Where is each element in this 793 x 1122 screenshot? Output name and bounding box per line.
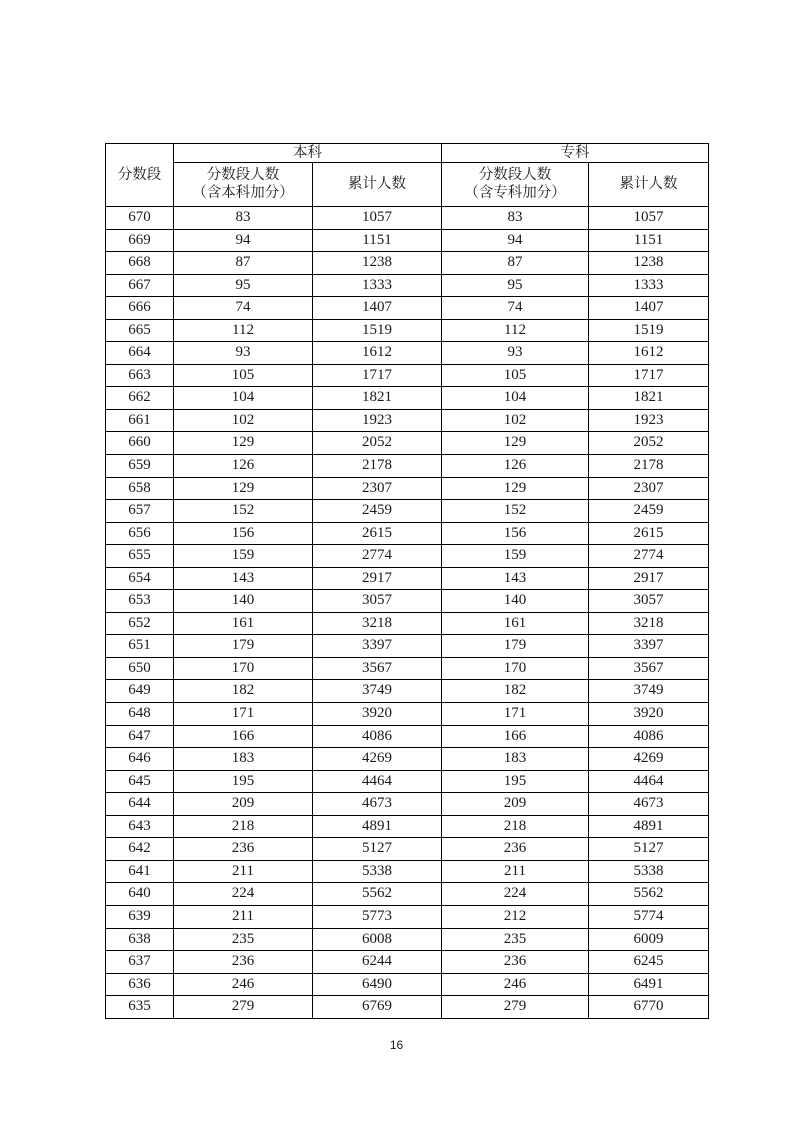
- table-row: [106, 409, 709, 432]
- cell-undergraduate-band-count: 211: [174, 860, 313, 883]
- cell-undergraduate-cumulative: 6769: [313, 996, 442, 1019]
- table-row: [106, 770, 709, 793]
- cell-score-band: 645: [106, 770, 174, 793]
- cell-undergraduate-band-count: 102: [174, 409, 313, 432]
- table-row: [106, 905, 709, 928]
- junior-band-label-line2: （含专科加分）: [464, 184, 566, 201]
- cell-undergraduate-cumulative: 1407: [313, 297, 442, 320]
- junior-band-label-line1: 分数段人数: [478, 167, 552, 184]
- table-row: [106, 996, 709, 1019]
- cell-undergraduate-band-count: 152: [174, 500, 313, 523]
- cell-score-band: 668: [106, 252, 174, 275]
- cell-undergraduate-band-count: 179: [174, 635, 313, 658]
- cell-undergraduate-cumulative: 4086: [313, 725, 442, 748]
- cell-score-band: 650: [106, 657, 174, 680]
- table-row: [106, 432, 709, 455]
- score-distribution-table: [105, 143, 709, 1019]
- cell-junior-cumulative: 4086: [589, 725, 709, 748]
- cell-undergraduate-band-count: 235: [174, 928, 313, 951]
- cell-junior-cumulative: 2615: [589, 522, 709, 545]
- table-row: [106, 252, 709, 275]
- cell-undergraduate-cumulative: 3397: [313, 635, 442, 658]
- cell-undergraduate-cumulative: 4673: [313, 793, 442, 816]
- cell-undergraduate-band-count: 224: [174, 883, 313, 906]
- cell-score-band: 658: [106, 477, 174, 500]
- cell-score-band: 637: [106, 951, 174, 974]
- cell-undergraduate-band-count: 195: [174, 770, 313, 793]
- cell-score-band: 651: [106, 635, 174, 658]
- cell-junior-band-count: 93: [442, 342, 589, 365]
- cell-undergraduate-band-count: 129: [174, 432, 313, 455]
- cell-undergraduate-cumulative: 1151: [313, 229, 442, 252]
- table-row: [106, 838, 709, 861]
- cell-undergraduate-band-count: 105: [174, 364, 313, 387]
- cell-junior-cumulative: 6770: [589, 996, 709, 1019]
- cell-undergraduate-cumulative: 1821: [313, 387, 442, 410]
- cell-score-band: 663: [106, 364, 174, 387]
- cell-junior-cumulative: 4464: [589, 770, 709, 793]
- table-row: [106, 297, 709, 320]
- cell-junior-band-count: 74: [442, 297, 589, 320]
- cell-undergraduate-cumulative: 1519: [313, 319, 442, 342]
- cell-undergraduate-band-count: 236: [174, 838, 313, 861]
- cell-junior-band-count: 129: [442, 432, 589, 455]
- cell-junior-cumulative: 1057: [589, 207, 709, 230]
- cell-junior-band-count: 166: [442, 725, 589, 748]
- cell-junior-cumulative: 5774: [589, 905, 709, 928]
- cell-junior-band-count: 104: [442, 387, 589, 410]
- cell-undergraduate-band-count: 166: [174, 725, 313, 748]
- cell-undergraduate-band-count: 161: [174, 612, 313, 635]
- cell-junior-band-count: 170: [442, 657, 589, 680]
- cell-junior-cumulative: 4891: [589, 815, 709, 838]
- cell-undergraduate-band-count: 140: [174, 590, 313, 613]
- cell-score-band: 642: [106, 838, 174, 861]
- table-row: [106, 455, 709, 478]
- cell-undergraduate-cumulative: 3749: [313, 680, 442, 703]
- cell-junior-cumulative: 5338: [589, 860, 709, 883]
- cell-score-band: 641: [106, 860, 174, 883]
- cell-undergraduate-cumulative: 2459: [313, 500, 442, 523]
- cell-junior-cumulative: 1333: [589, 274, 709, 297]
- cell-undergraduate-cumulative: 1717: [313, 364, 442, 387]
- table-row: [106, 973, 709, 996]
- cell-junior-cumulative: 3920: [589, 703, 709, 726]
- table-row: [106, 567, 709, 590]
- cell-junior-cumulative: 1151: [589, 229, 709, 252]
- cell-score-band: 638: [106, 928, 174, 951]
- cell-junior-band-count: 143: [442, 567, 589, 590]
- cell-undergraduate-cumulative: 1923: [313, 409, 442, 432]
- table-row: [106, 500, 709, 523]
- cell-undergraduate-band-count: 112: [174, 319, 313, 342]
- cell-undergraduate-band-count: 93: [174, 342, 313, 365]
- cell-junior-band-count: 161: [442, 612, 589, 635]
- cell-junior-band-count: 183: [442, 748, 589, 771]
- table-sub-header-row: [106, 163, 709, 207]
- cell-junior-band-count: 102: [442, 409, 589, 432]
- column-header-undergraduate-band-count: [174, 163, 313, 207]
- cell-score-band: 646: [106, 748, 174, 771]
- cell-undergraduate-cumulative: 5773: [313, 905, 442, 928]
- cell-junior-band-count: 171: [442, 703, 589, 726]
- table-header: [106, 144, 709, 207]
- cell-junior-cumulative: 5127: [589, 838, 709, 861]
- cell-undergraduate-cumulative: 6008: [313, 928, 442, 951]
- table-row: [106, 342, 709, 365]
- cell-junior-cumulative: 5562: [589, 883, 709, 906]
- cell-junior-band-count: 209: [442, 793, 589, 816]
- column-header-junior-band-count: [442, 163, 589, 207]
- cell-junior-cumulative: 6245: [589, 951, 709, 974]
- column-group-header-junior-college: 专科: [442, 144, 709, 163]
- cell-undergraduate-band-count: 156: [174, 522, 313, 545]
- cell-undergraduate-band-count: 83: [174, 207, 313, 230]
- cell-junior-band-count: 212: [442, 905, 589, 928]
- cell-junior-band-count: 152: [442, 500, 589, 523]
- cell-junior-band-count: 179: [442, 635, 589, 658]
- cell-undergraduate-cumulative: 3057: [313, 590, 442, 613]
- cell-undergraduate-band-count: 74: [174, 297, 313, 320]
- cell-junior-band-count: 94: [442, 229, 589, 252]
- cell-score-band: 639: [106, 905, 174, 928]
- cell-undergraduate-cumulative: 5338: [313, 860, 442, 883]
- undergraduate-band-label-line2: （含本科加分）: [192, 184, 294, 201]
- cell-score-band: 662: [106, 387, 174, 410]
- cell-score-band: 661: [106, 409, 174, 432]
- cell-junior-band-count: 279: [442, 996, 589, 1019]
- cell-junior-cumulative: 2307: [589, 477, 709, 500]
- cell-junior-cumulative: 1519: [589, 319, 709, 342]
- cell-undergraduate-cumulative: 2052: [313, 432, 442, 455]
- cell-score-band: 657: [106, 500, 174, 523]
- cell-junior-cumulative: 2178: [589, 455, 709, 478]
- table-row: [106, 635, 709, 658]
- cell-undergraduate-cumulative: 3920: [313, 703, 442, 726]
- cell-undergraduate-band-count: 129: [174, 477, 313, 500]
- table-row: [106, 748, 709, 771]
- table-row: [106, 928, 709, 951]
- cell-score-band: 635: [106, 996, 174, 1019]
- cell-score-band: 664: [106, 342, 174, 365]
- cell-score-band: 654: [106, 567, 174, 590]
- cell-undergraduate-cumulative: 3218: [313, 612, 442, 635]
- cell-undergraduate-cumulative: 1333: [313, 274, 442, 297]
- cell-score-band: 656: [106, 522, 174, 545]
- cell-undergraduate-cumulative: 4464: [313, 770, 442, 793]
- column-group-header-undergraduate: 本科: [174, 144, 442, 163]
- cell-junior-band-count: 156: [442, 522, 589, 545]
- cell-undergraduate-band-count: 143: [174, 567, 313, 590]
- cell-score-band: 652: [106, 612, 174, 635]
- table-row: [106, 703, 709, 726]
- cell-junior-band-count: 236: [442, 951, 589, 974]
- cell-junior-cumulative: 1407: [589, 297, 709, 320]
- cell-undergraduate-cumulative: 4269: [313, 748, 442, 771]
- cell-junior-cumulative: 1612: [589, 342, 709, 365]
- cell-undergraduate-band-count: 159: [174, 545, 313, 568]
- cell-junior-cumulative: 3749: [589, 680, 709, 703]
- cell-undergraduate-band-count: 182: [174, 680, 313, 703]
- cell-junior-band-count: 195: [442, 770, 589, 793]
- cell-undergraduate-band-count: 95: [174, 274, 313, 297]
- cell-undergraduate-cumulative: 2774: [313, 545, 442, 568]
- cell-score-band: 640: [106, 883, 174, 906]
- cell-score-band: 643: [106, 815, 174, 838]
- cell-junior-band-count: 126: [442, 455, 589, 478]
- table-row: [106, 883, 709, 906]
- cell-score-band: 647: [106, 725, 174, 748]
- table-row: [106, 207, 709, 230]
- cell-undergraduate-band-count: 218: [174, 815, 313, 838]
- table-row: [106, 612, 709, 635]
- table-row: [106, 725, 709, 748]
- cell-undergraduate-cumulative: 5127: [313, 838, 442, 861]
- cell-undergraduate-band-count: 211: [174, 905, 313, 928]
- column-header-score-band: 分数段: [106, 144, 174, 207]
- table-row: [106, 860, 709, 883]
- cell-undergraduate-band-count: 104: [174, 387, 313, 410]
- cell-undergraduate-cumulative: 3567: [313, 657, 442, 680]
- cell-undergraduate-cumulative: 1238: [313, 252, 442, 275]
- cell-junior-cumulative: 1717: [589, 364, 709, 387]
- cell-score-band: 649: [106, 680, 174, 703]
- table-row: [106, 951, 709, 974]
- cell-junior-cumulative: 1238: [589, 252, 709, 275]
- cell-undergraduate-band-count: 209: [174, 793, 313, 816]
- cell-undergraduate-band-count: 126: [174, 455, 313, 478]
- cell-junior-band-count: 159: [442, 545, 589, 568]
- cell-junior-band-count: 182: [442, 680, 589, 703]
- table-row: [106, 229, 709, 252]
- cell-junior-cumulative: 3057: [589, 590, 709, 613]
- cell-junior-band-count: 112: [442, 319, 589, 342]
- cell-junior-cumulative: 4673: [589, 793, 709, 816]
- table-row: [106, 477, 709, 500]
- column-header-junior-cumulative: 累计人数: [589, 163, 709, 207]
- cell-score-band: 665: [106, 319, 174, 342]
- cell-junior-band-count: 140: [442, 590, 589, 613]
- cell-score-band: 653: [106, 590, 174, 613]
- cell-undergraduate-band-count: 236: [174, 951, 313, 974]
- table-row: [106, 522, 709, 545]
- cell-junior-band-count: 129: [442, 477, 589, 500]
- cell-junior-cumulative: 6491: [589, 973, 709, 996]
- cell-undergraduate-band-count: 94: [174, 229, 313, 252]
- table-row: [106, 319, 709, 342]
- cell-junior-band-count: 235: [442, 928, 589, 951]
- cell-undergraduate-band-count: 279: [174, 996, 313, 1019]
- cell-undergraduate-band-count: 246: [174, 973, 313, 996]
- cell-junior-cumulative: 2774: [589, 545, 709, 568]
- cell-score-band: 648: [106, 703, 174, 726]
- cell-undergraduate-band-count: 87: [174, 252, 313, 275]
- cell-score-band: 669: [106, 229, 174, 252]
- cell-junior-cumulative: 3567: [589, 657, 709, 680]
- cell-undergraduate-band-count: 183: [174, 748, 313, 771]
- cell-undergraduate-cumulative: 6244: [313, 951, 442, 974]
- cell-junior-cumulative: 1821: [589, 387, 709, 410]
- cell-score-band: 636: [106, 973, 174, 996]
- cell-score-band: 644: [106, 793, 174, 816]
- cell-undergraduate-band-count: 170: [174, 657, 313, 680]
- table-row: [106, 545, 709, 568]
- table-row: [106, 364, 709, 387]
- cell-junior-band-count: 105: [442, 364, 589, 387]
- cell-junior-band-count: 236: [442, 838, 589, 861]
- cell-score-band: 660: [106, 432, 174, 455]
- cell-score-band: 670: [106, 207, 174, 230]
- cell-junior-cumulative: 3218: [589, 612, 709, 635]
- cell-junior-cumulative: 4269: [589, 748, 709, 771]
- cell-junior-cumulative: 1923: [589, 409, 709, 432]
- cell-junior-cumulative: 2052: [589, 432, 709, 455]
- cell-undergraduate-cumulative: 2917: [313, 567, 442, 590]
- column-header-undergraduate-cumulative: 累计人数: [313, 163, 442, 207]
- table-row: [106, 387, 709, 410]
- table-row: [106, 274, 709, 297]
- cell-junior-cumulative: 2459: [589, 500, 709, 523]
- page-number: 16: [389, 1038, 404, 1052]
- cell-undergraduate-cumulative: 1057: [313, 207, 442, 230]
- cell-undergraduate-cumulative: 2615: [313, 522, 442, 545]
- cell-score-band: 655: [106, 545, 174, 568]
- cell-junior-cumulative: 3397: [589, 635, 709, 658]
- table-row: [106, 590, 709, 613]
- cell-undergraduate-band-count: 171: [174, 703, 313, 726]
- cell-score-band: 667: [106, 274, 174, 297]
- cell-junior-band-count: 95: [442, 274, 589, 297]
- cell-junior-band-count: 218: [442, 815, 589, 838]
- cell-undergraduate-cumulative: 4891: [313, 815, 442, 838]
- table-row: [106, 657, 709, 680]
- cell-undergraduate-cumulative: 1612: [313, 342, 442, 365]
- cell-undergraduate-cumulative: 2178: [313, 455, 442, 478]
- cell-score-band: 659: [106, 455, 174, 478]
- cell-undergraduate-cumulative: 2307: [313, 477, 442, 500]
- table-body: [106, 207, 709, 1019]
- cell-junior-band-count: 211: [442, 860, 589, 883]
- table-row: [106, 793, 709, 816]
- cell-undergraduate-cumulative: 5562: [313, 883, 442, 906]
- cell-junior-band-count: 246: [442, 973, 589, 996]
- cell-junior-band-count: 87: [442, 252, 589, 275]
- cell-undergraduate-cumulative: 6490: [313, 973, 442, 996]
- table-group-header-row: [106, 144, 709, 163]
- cell-score-band: 666: [106, 297, 174, 320]
- undergraduate-band-label-line1: 分数段人数: [206, 167, 280, 184]
- cell-junior-cumulative: 6009: [589, 928, 709, 951]
- cell-junior-band-count: 224: [442, 883, 589, 906]
- cell-junior-band-count: 83: [442, 207, 589, 230]
- cell-junior-cumulative: 2917: [589, 567, 709, 590]
- table-row: [106, 680, 709, 703]
- table-row: [106, 815, 709, 838]
